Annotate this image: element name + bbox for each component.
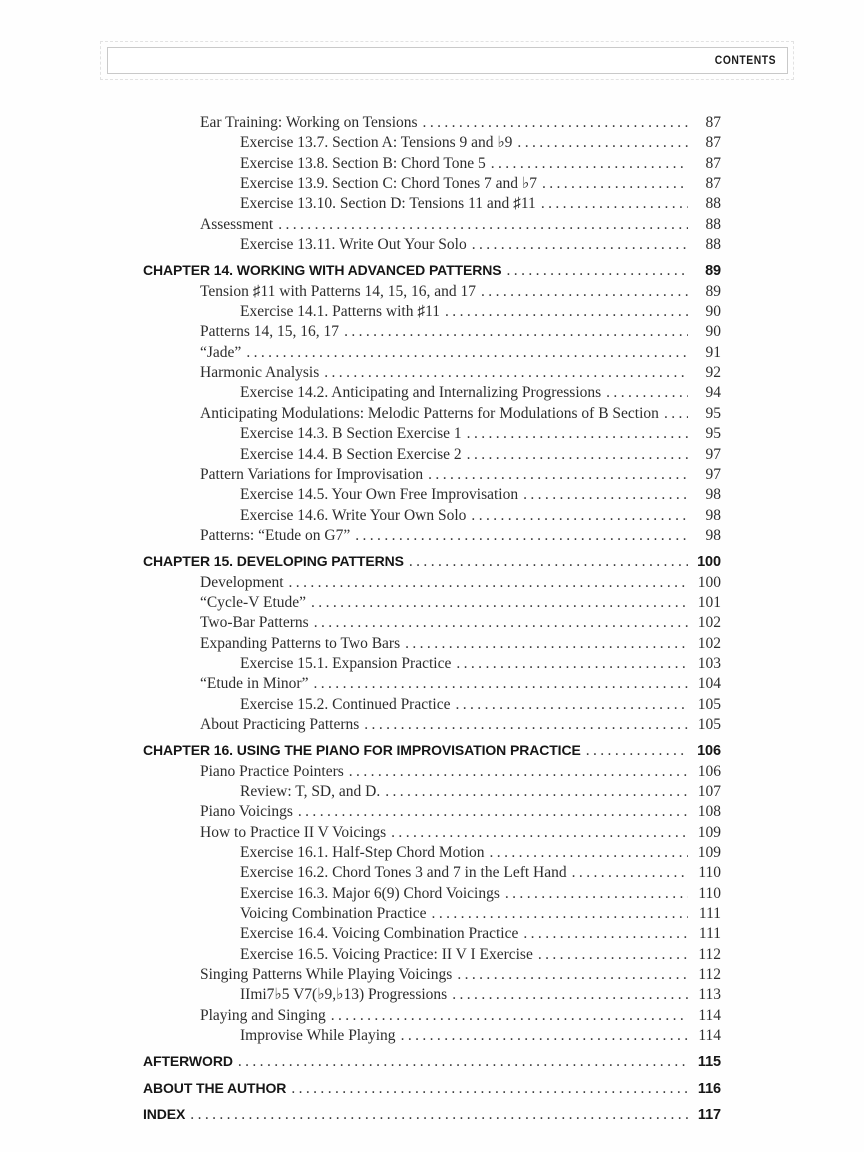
- page-number: 97: [705, 445, 721, 463]
- page-number: 109: [697, 823, 721, 841]
- toc-row: [143, 445, 721, 465]
- toc-entry-label: Ear Training: Working on Tensions: [200, 114, 418, 131]
- toc-row: [143, 715, 721, 735]
- toc-entry-label: Anticipating Modulations: Melodic Patterns for Modulations of B Section: [200, 404, 659, 422]
- toc-row: [143, 1026, 721, 1046]
- dot-leader: [542, 174, 688, 194]
- toc-row: [143, 506, 721, 526]
- dot-leader: [452, 985, 688, 1005]
- dot-leader: [606, 383, 688, 403]
- toc-row: [143, 424, 721, 444]
- page-number: 106: [697, 743, 721, 760]
- page-number: 100: [697, 573, 721, 591]
- dot-leader: [349, 762, 688, 782]
- page-number: 89: [705, 282, 721, 300]
- page-number: 89: [705, 263, 721, 280]
- toc-entry-label: Patterns 14, 15, 16, 17: [200, 323, 340, 341]
- page-number: 98: [705, 486, 721, 504]
- page-number: 114: [698, 1006, 721, 1024]
- toc-entry-label: Tension ♯11 with Patterns 14, 15, 16, and 17: [200, 282, 477, 300]
- dot-leader: [405, 634, 688, 654]
- toc-row: [143, 215, 721, 235]
- dot-leader: [445, 302, 688, 322]
- dot-leader: [572, 863, 688, 883]
- dot-leader: [428, 465, 688, 485]
- toc-entry-label: INDEX: [143, 1106, 186, 1123]
- dot-leader: [481, 282, 688, 302]
- toc-row: [143, 654, 721, 674]
- dot-leader: [298, 802, 688, 822]
- dot-leader: [467, 424, 688, 444]
- toc-row: [143, 174, 721, 194]
- page-number: 112: [698, 966, 721, 984]
- toc-row: [143, 674, 721, 694]
- page-number: 111: [698, 925, 721, 943]
- page-number: 94: [705, 384, 721, 402]
- dot-leader: [541, 194, 688, 214]
- toc-row: [143, 985, 721, 1005]
- toc-entry-label: Improvise While Playing: [240, 1027, 396, 1045]
- toc-row: [143, 823, 721, 843]
- toc-entry-label: Exercise 16.2. Chord Tones 3 and 7 in the Left Hand: [240, 864, 567, 882]
- dot-leader: [385, 782, 688, 802]
- toc-entry-label: Exercise 13.9. Section C: Chord Tones 7 and ♭7: [240, 175, 537, 193]
- page-number: 106: [697, 762, 721, 780]
- toc-entry-label: CHAPTER 15. DEVELOPING PATTERNS: [143, 553, 404, 570]
- toc-entry-label: Exercise 13.7. Section A: Tensions 9 and ♭9: [240, 134, 513, 152]
- toc-row: [143, 695, 721, 715]
- toc-entry-label: CHAPTER 14. WORKING WITH ADVANCED PATTERNS: [143, 262, 502, 279]
- toc-row: [143, 573, 721, 593]
- toc-row: [143, 965, 721, 985]
- dot-leader: [664, 404, 688, 424]
- toc-entry-label: Two-Bar Patterns: [200, 614, 309, 632]
- toc-entry-label: About Practicing Patterns: [200, 715, 360, 733]
- page-number: 97: [705, 465, 721, 483]
- page-number: 102: [697, 614, 721, 632]
- toc-entry-label: Piano Practice Pointers: [200, 762, 344, 780]
- page-number: 100: [697, 554, 721, 571]
- toc-row: [143, 802, 721, 822]
- toc-entry-label: Patterns: “Etude on G7”: [200, 526, 351, 544]
- page-number: 109: [697, 844, 721, 862]
- page-number: 88: [705, 195, 721, 213]
- toc-chapter-row: [143, 740, 721, 761]
- page-number: 112: [698, 945, 721, 963]
- page-number: 115: [697, 1054, 721, 1071]
- dot-leader: [490, 843, 688, 863]
- dot-leader: [331, 1006, 688, 1026]
- page-number: 87: [705, 134, 721, 152]
- toc-entry-label: Harmonic Analysis: [200, 364, 320, 382]
- toc-entry-label: Exercise 15.1. Expansion Practice: [240, 654, 452, 672]
- toc-entry-label: Exercise 13.10. Section D: Tensions 11 and ♯11: [240, 195, 536, 213]
- toc-row: [143, 863, 721, 883]
- dot-leader: [238, 1051, 688, 1072]
- toc-row: [143, 924, 721, 944]
- toc-chapter-row: [143, 1051, 721, 1072]
- toc-row: [143, 634, 721, 654]
- toc-row: [143, 762, 721, 782]
- page-number: 102: [697, 634, 721, 652]
- page-number: 103: [697, 654, 721, 672]
- toc-entry-label: Exercise 14.5. Your Own Free Improvisation: [240, 486, 519, 504]
- toc-row: [143, 194, 721, 214]
- dot-leader: [391, 823, 688, 843]
- toc-chapter-row: [143, 1078, 721, 1099]
- page-number: 87: [705, 154, 721, 172]
- toc-row: [143, 843, 721, 863]
- dot-leader: [432, 904, 688, 924]
- toc-entry-label: Exercise 16.5. Voicing Practice: II V I Exercise: [240, 945, 533, 963]
- dot-leader: [401, 1026, 688, 1046]
- dot-leader: [355, 526, 688, 546]
- toc-entry-label: Exercise 16.1. Half-Step Chord Motion: [240, 844, 485, 862]
- toc-entry-label: Development: [200, 573, 284, 591]
- toc-row: [143, 593, 721, 613]
- page-number: 108: [697, 803, 721, 821]
- dot-leader: [314, 613, 688, 633]
- toc-entry-label: Exercise 14.1. Patterns with ♯11: [240, 303, 441, 321]
- dot-leader: [457, 965, 688, 985]
- dot-leader: [409, 551, 688, 572]
- toc-chapter-row: [143, 1104, 721, 1125]
- toc-entry-label: CHAPTER 16. USING THE PIANO FOR IMPROVISATION PRACTICE: [143, 742, 581, 759]
- dot-leader: [538, 945, 688, 965]
- toc-chapter-row: [143, 551, 721, 572]
- toc-row: [143, 363, 721, 383]
- dot-leader: [586, 740, 688, 761]
- page-number: 88: [705, 236, 721, 254]
- toc-row: [143, 383, 721, 403]
- dot-leader: [507, 260, 688, 281]
- toc-row: [143, 235, 721, 255]
- toc-row: [143, 884, 721, 904]
- running-head-contents: CONTENTS: [714, 54, 776, 67]
- toc-entry-label: Exercise 13.11. Write Out Your Solo: [240, 236, 467, 254]
- page-number: 105: [697, 695, 721, 713]
- toc-entry-label: “Cycle-V Etude”: [200, 593, 307, 611]
- toc-entry-label: Exercise 14.3. B Section Exercise 1: [240, 425, 462, 443]
- toc-row: [143, 113, 721, 133]
- dot-leader: [190, 1104, 688, 1125]
- page-number: 104: [697, 675, 721, 693]
- toc-row: [143, 782, 721, 802]
- dot-leader: [313, 674, 688, 694]
- page-number: 95: [705, 404, 721, 422]
- dot-leader: [455, 695, 688, 715]
- page-number: 87: [705, 175, 721, 193]
- toc-row: [143, 904, 721, 924]
- toc-entry-label: AFTERWORD: [143, 1053, 233, 1070]
- dot-leader: [523, 924, 688, 944]
- page-number: 90: [705, 323, 721, 341]
- toc-chapter-row: [143, 260, 721, 281]
- page-number: 107: [697, 783, 721, 800]
- page-number: 87: [705, 114, 721, 131]
- dot-leader: [505, 884, 688, 904]
- page-number: 105: [697, 715, 721, 733]
- page-number: 111: [698, 905, 721, 923]
- page-number: 101: [697, 593, 721, 611]
- dot-leader: [344, 322, 688, 342]
- toc-entry-label: Voicing Combination Practice: [240, 905, 427, 923]
- page-number: 90: [705, 303, 721, 321]
- toc-entry-label: Playing and Singing: [200, 1006, 326, 1024]
- toc-entry-label: How to Practice II V Voicings: [200, 823, 387, 841]
- toc-entry-label: Review: T, SD, and D.: [240, 783, 381, 800]
- page-number: 116: [697, 1080, 721, 1097]
- toc-list: [143, 113, 721, 1126]
- toc-entry-label: Singing Patterns While Playing Voicings: [200, 966, 453, 984]
- dot-leader: [246, 343, 688, 363]
- toc-entry-label: Pattern Variations for Improvisation: [200, 465, 424, 483]
- toc-row: [143, 302, 721, 322]
- dot-leader: [289, 573, 688, 593]
- toc-row: [143, 404, 721, 424]
- page-number: 110: [698, 884, 721, 902]
- toc-entry-label: “Jade”: [200, 343, 242, 361]
- dot-leader: [291, 1078, 688, 1099]
- toc-entry-label: Expanding Patterns to Two Bars: [200, 634, 401, 652]
- page-number: 98: [705, 526, 721, 544]
- toc-entry-label: IImi7♭5 V7(♭9,♭13) Progressions: [240, 986, 448, 1004]
- toc-entry-label: Exercise 15.2. Continued Practice: [240, 695, 451, 713]
- dot-leader: [467, 445, 688, 465]
- toc-entry-label: Exercise 16.3. Major 6(9) Chord Voicings: [240, 884, 500, 902]
- toc-row: [143, 282, 721, 302]
- dot-leader: [278, 215, 688, 235]
- toc-entry-label: ABOUT THE AUTHOR: [143, 1079, 287, 1096]
- dot-leader: [364, 715, 688, 735]
- toc-entry-label: Exercise 14.6. Write Your Own Solo: [240, 506, 467, 524]
- toc-row: [143, 133, 721, 153]
- page-number: 88: [705, 215, 721, 233]
- page-number: 113: [698, 986, 721, 1004]
- dot-leader: [456, 654, 688, 674]
- toc-row: [143, 485, 721, 505]
- dot-leader: [472, 235, 688, 255]
- dot-leader: [423, 113, 688, 133]
- page-number: 110: [698, 864, 721, 882]
- toc-row: [143, 613, 721, 633]
- toc-entry-label: Exercise 14.2. Anticipating and Internalizing Progressions: [240, 384, 602, 402]
- dot-leader: [324, 363, 688, 383]
- header-dashed-frame: [100, 41, 794, 80]
- toc-row: [143, 526, 721, 546]
- toc-entry-label: Piano Voicings: [200, 803, 293, 821]
- toc-row: [143, 343, 721, 363]
- dot-leader: [523, 485, 688, 505]
- toc-row: [143, 322, 721, 342]
- dot-leader: [517, 133, 688, 153]
- page-number: 91: [705, 343, 721, 361]
- page-number: 92: [705, 364, 721, 382]
- toc-row: [143, 945, 721, 965]
- dot-leader: [471, 506, 688, 526]
- toc-entry-label: “Etude in Minor”: [200, 675, 309, 693]
- page-number: 95: [705, 425, 721, 443]
- toc-entry-label: Exercise 13.8. Section B: Chord Tone 5: [240, 154, 486, 172]
- dot-leader: [491, 154, 688, 174]
- toc-entry-label: Exercise 16.4. Voicing Combination Practice: [240, 925, 519, 943]
- page-number: 114: [698, 1027, 721, 1045]
- toc-row: [143, 465, 721, 485]
- toc-row: [143, 154, 721, 174]
- toc-entry-label: Assessment: [200, 215, 274, 233]
- page-number: 98: [705, 506, 721, 524]
- toc-entry-label: Exercise 14.4. B Section Exercise 2: [240, 445, 462, 463]
- page-number: 117: [697, 1107, 721, 1124]
- dot-leader: [311, 593, 688, 613]
- header-box: [107, 47, 788, 74]
- toc-row: [143, 1006, 721, 1026]
